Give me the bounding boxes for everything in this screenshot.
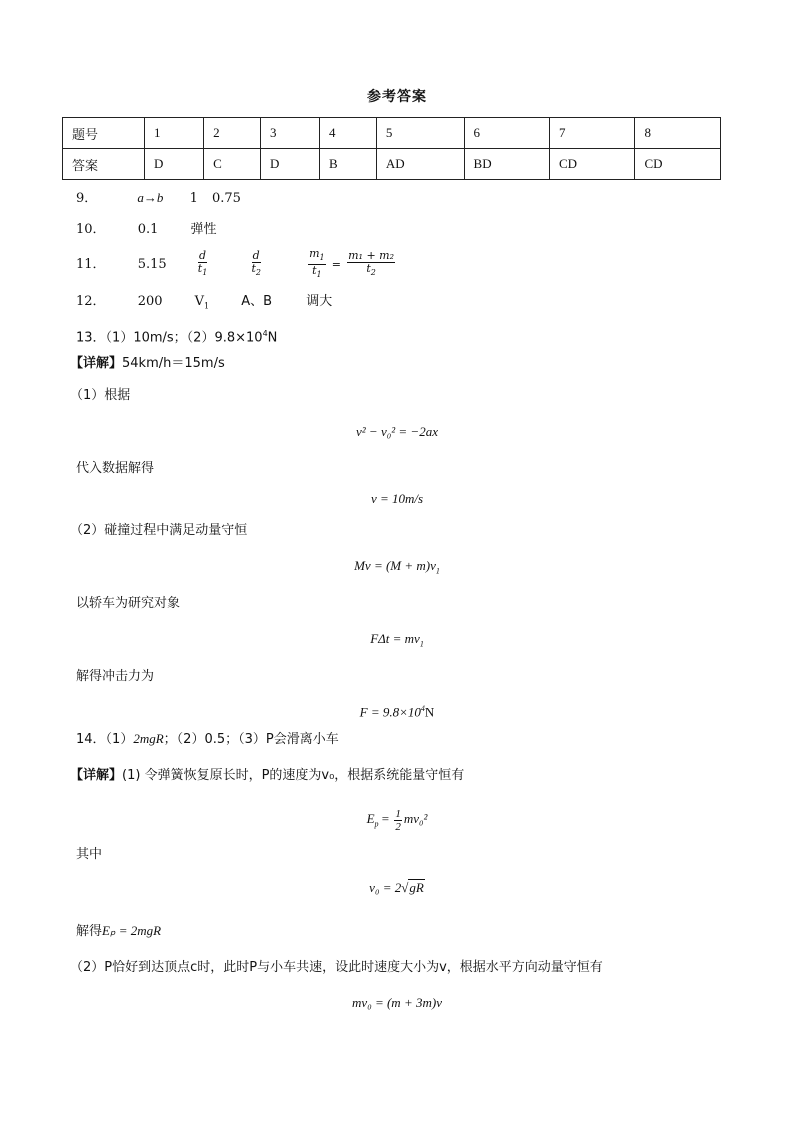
table-cell: 4 — [320, 118, 377, 149]
q14-text: 解得Eₚ = 2mgR — [76, 923, 162, 939]
answer-q13-summary: 13．（1）10m/s；$(2)9.8\times 10^4N$ — [76, 329, 278, 346]
q14-equation-3: mv₀ = (m + 3m)v — [352, 995, 442, 1010]
answer-q9 — [76, 189, 241, 208]
q13-text: 解得冲击力为 — [76, 669, 155, 684]
question-number: 9． — [76, 191, 98, 206]
table-cell: CD — [635, 149, 721, 180]
q14-text: 其中 — [76, 847, 103, 862]
answer-q11 — [76, 248, 397, 281]
table-cell: CD — [550, 149, 635, 180]
q13-text: 以轿车为研究对象 — [76, 596, 181, 611]
page-title: 参考答案 — [367, 89, 427, 105]
q13-equation-2: v = 10m/s — [370, 491, 424, 506]
table-header-cell: 题号 — [63, 118, 145, 149]
table-cell: D — [260, 149, 319, 180]
q13-text: 代入数据解得 — [76, 461, 155, 476]
table-cell: 6 — [464, 118, 549, 149]
table-cell: 7 — [550, 118, 635, 149]
q14-detail: 【详解】(1) 令弹簧恢复原长时，P的速度为v₀，根据系统能量守恒有 — [70, 768, 465, 783]
fraction-d-over-t1: $\frac{d}{t_1}$ — [197, 249, 208, 278]
answer-value: 0.1 — [137, 222, 159, 237]
table-cell: D — [145, 149, 204, 180]
table-cell: 5 — [376, 118, 464, 149]
q13-equation-1: v² − v₀² = −2ax — [356, 424, 438, 439]
question-number: 10． — [76, 222, 106, 237]
q13-part2-label: （2）碰撞过程中满足动量守恒 — [70, 523, 248, 538]
table-cell: 3 — [260, 118, 319, 149]
table-row — [63, 118, 721, 149]
table-header-cell: 答案 — [63, 149, 145, 180]
answer-value: 0.75 — [211, 191, 241, 206]
momentum-equation: $\frac{m_1}{t_1}$ = $\frac{\text{m₁ + m₂}}{t_2}$ — [309, 247, 395, 280]
question-number: 11． — [76, 257, 106, 273]
table-cell: C — [204, 149, 261, 180]
table-cell: AD — [376, 149, 464, 180]
q14-part2-text: （2）P恰好到达顶点c时，此时P与小车共速，设此时速度大小为v，根据水平方向动量守恒有 — [70, 960, 603, 975]
answer-q12 — [76, 293, 332, 316]
table-cell: B — [320, 149, 377, 180]
fraction-d-over-t2: $\frac{d}{t_2}$ — [251, 249, 261, 278]
q14-equation-1: $E_p$ = $\frac{1}{2}$ mv₀² — [366, 807, 428, 833]
answer-value: 1 — [189, 191, 198, 206]
q14-equation-2: v₀ = 2√gR — [369, 880, 424, 895]
table-cell: 8 — [635, 118, 721, 149]
answer-value: a→b — [137, 190, 164, 205]
q13-equation-3: $Mv = (M + m)v_1$ — [354, 558, 440, 576]
answer-value: 5.15 — [137, 257, 167, 273]
answer-q14-summary: 14．（1）2mgR；（2）0.5；（3）P会滑离小车 — [76, 731, 339, 747]
answer-value: $V_1$ — [194, 294, 210, 311]
q13-detail: 【详解】54km/h＝15m/s — [70, 356, 225, 371]
answer-value: 200 — [137, 294, 163, 309]
q13-equation-5: $F = 9.8\times 10^4N$ — [359, 704, 435, 720]
table-cell: 2 — [204, 118, 261, 149]
question-number: 12． — [76, 294, 106, 309]
answer-value: A、B — [241, 294, 273, 309]
q13-part1-label: （1）根据 — [70, 388, 131, 403]
table-cell: BD — [464, 149, 549, 180]
q13-equation-4: $F\Delta t = mv_1$ — [370, 631, 424, 649]
table-cell: 1 — [145, 118, 204, 149]
table-row — [63, 149, 721, 180]
answer-table — [62, 117, 721, 180]
answer-value: 弹性 — [190, 222, 217, 237]
answer-q10 — [76, 221, 217, 239]
answer-value: 调大 — [306, 294, 333, 309]
